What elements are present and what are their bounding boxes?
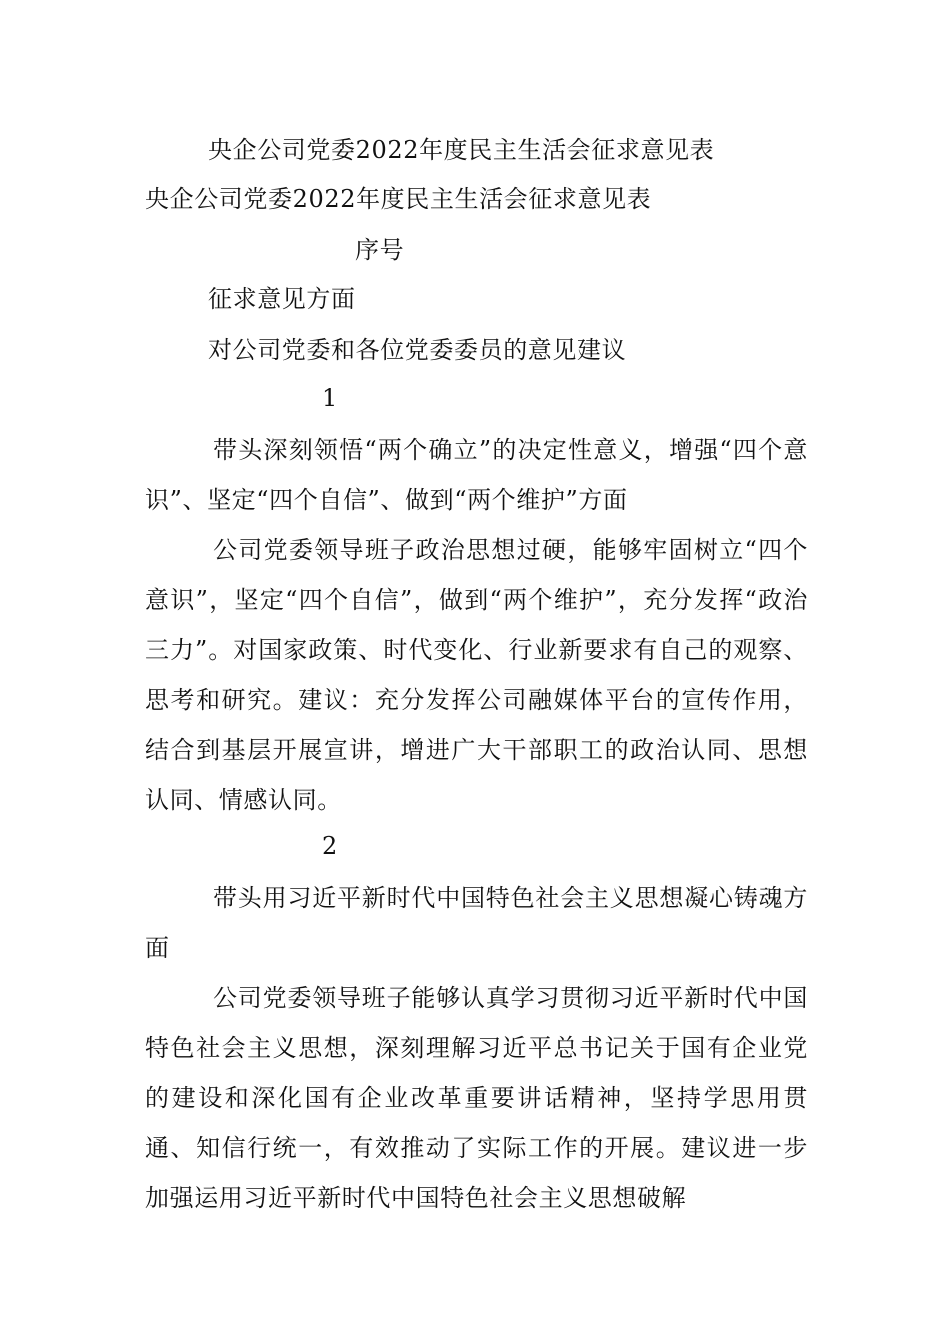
item-opinion: 公司党委领导班子政治思想过硬，能够牢固树立“四个意识”，坚定“四个自信”，做到“两个维护”，充分发挥“政治三力”。对国家政策、时代变化、行业新要求有自己的观察、思考和研究。建议：充分发挥公司融媒体平台的宣传作用，结合到基层开展宣讲，增进广大干部职工的政治认同、思想认同、情感认同。 (145, 536, 808, 814)
item-aspect: 带头用习近平新时代中国特色社会主义思想凝心铸魂方面 (145, 884, 808, 962)
item-number: 2 (322, 832, 338, 860)
item-opinion: 公司党委领导班子能够认真学习贯彻习近平新时代中国特色社会主义思想，深刻理解习近平总书记关于国有企业党的建设和深化国有企业改革重要讲话精神，坚持学思用贯通、知信行统一，有效推动了实际工作的开展。建议进一步加强运用习近平新时代中国特色社会主义思想破解 (145, 984, 808, 1212)
item-aspect: 带头深刻领悟“两个确立”的决定性意义，增强“四个意识”、坚定“四个自信”、做到“两个维护”方面 (145, 436, 808, 514)
item-number: 1 (322, 384, 338, 412)
column-header-serial: 序号 (355, 236, 405, 264)
document-title-repeat: 央企公司党委2022年度民主生活会征求意见表 (145, 185, 652, 213)
document-title: 央企公司党委2022年度民主生活会征求意见表 (208, 136, 715, 164)
column-header-suggestion: 对公司党委和各位党委委员的意见建议 (208, 336, 627, 364)
column-header-aspect: 征求意见方面 (208, 285, 356, 313)
